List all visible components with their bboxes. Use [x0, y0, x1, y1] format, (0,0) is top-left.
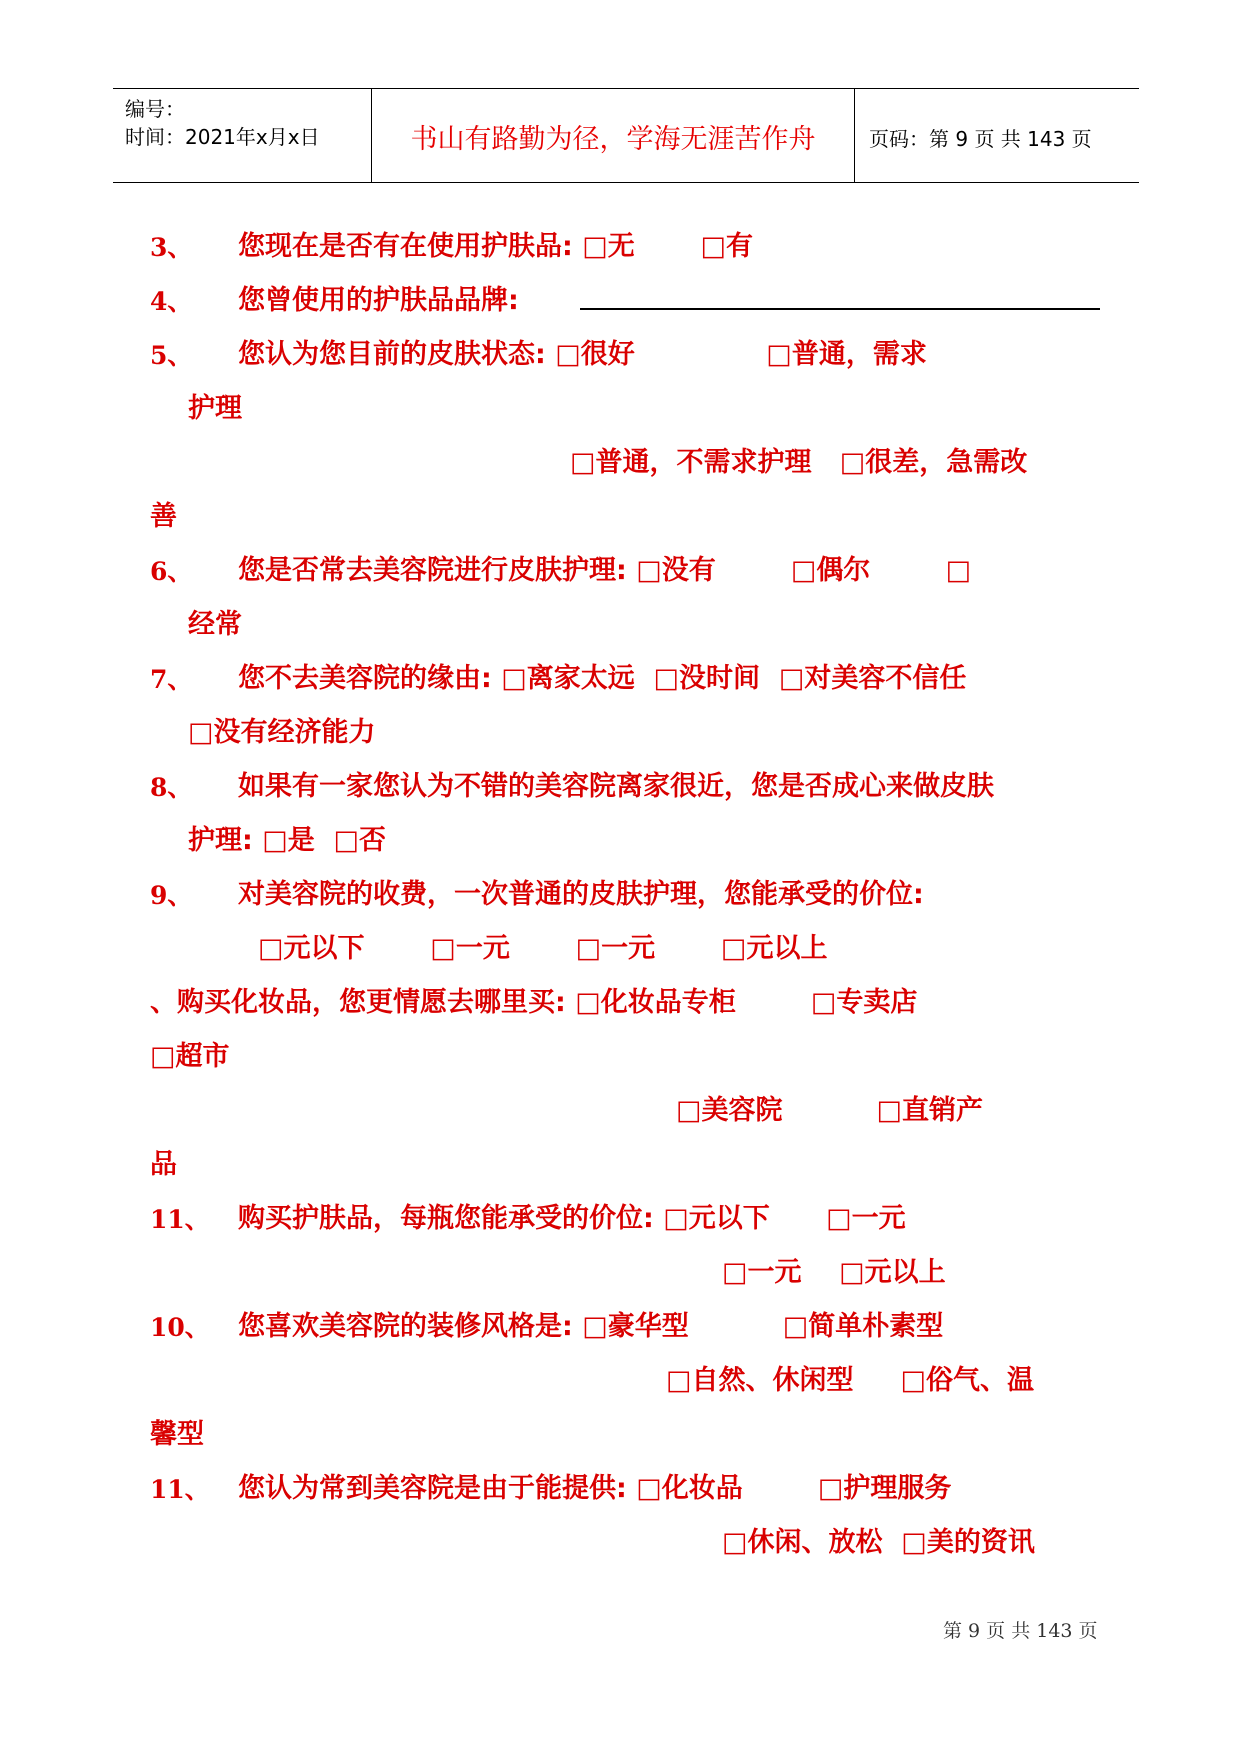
question-number: 5、: [150, 341, 193, 370]
document-number-label: 编号：: [125, 97, 185, 121]
question-options: □休闲、放松 □美的资讯: [722, 1527, 1035, 1558]
question-options: □元以下 □一元 □一元 □元以上: [258, 933, 828, 964]
question-continuation: 善: [150, 501, 177, 532]
document-header: [113, 88, 1139, 183]
question-number: 3、: [150, 233, 193, 262]
header-left-cell: [113, 89, 371, 182]
question-number: 4、: [150, 287, 193, 316]
question-line: 如果有一家您认为不错的美容院离家很近，您是否成心来做皮肤: [238, 771, 994, 802]
question-line: 、购买化妆品，您更情愿去哪里买: □化妆品专柜 □专卖店: [150, 987, 918, 1018]
question-number: 7、: [150, 665, 193, 694]
header-right-cell: [855, 89, 1139, 182]
question-line: 您不去美容院的缘由: □离家太远 □没时间 □对美容不信任: [238, 663, 967, 694]
question-line: 您曾使用的护肤品品牌:: [238, 285, 519, 316]
question-continuation: 经常: [188, 609, 242, 640]
question-number: 6、: [150, 557, 193, 586]
question-line: 购买护肤品，每瓶您能承受的价位: □元以下 □一元: [238, 1203, 906, 1234]
question-number: 8、: [150, 773, 193, 802]
question-number: 11、: [150, 1205, 210, 1234]
question-number: 10、: [150, 1313, 210, 1342]
question-line: 您喜欢美容院的装修风格是: □豪华型 □简单朴素型: [238, 1311, 944, 1342]
question-continuation: 品: [150, 1149, 177, 1180]
page-footer: 第 9 页 共 143 页: [943, 1620, 1098, 1642]
question-line: 您现在是否有在使用护肤品: □无 □有: [238, 231, 754, 262]
question-continuation: 馨型: [150, 1419, 204, 1450]
question-line: 您是否常去美容院进行皮肤护理: □没有 □偶尔 □: [238, 555, 972, 586]
question-options: □普通，不需求护理 □很差，急需改: [570, 447, 1028, 478]
question-number: 9、: [150, 881, 193, 910]
question-options: □自然、休闲型 □俗气、温: [666, 1365, 1035, 1396]
question-continuation: □超市: [150, 1041, 230, 1072]
question-line: 对美容院的收费，一次普通的皮肤护理，您能承受的价位:: [238, 879, 924, 910]
question-continuation: 护理: [188, 393, 242, 424]
question-continuation: □没有经济能力: [188, 717, 376, 748]
motto-text: 书山有路勤为径，学海无涯苦作舟: [410, 124, 816, 155]
question-continuation: 护理: □是 □否: [188, 825, 387, 856]
question-line: 您认为您目前的皮肤状态: □很好 □普通，需求: [238, 339, 927, 370]
page-info: 页码：第 9 页 共 143 页: [869, 127, 1092, 151]
brand-answer-blank[interactable]: [580, 308, 1100, 310]
document-time-label: 时间：2021年x月x日: [125, 125, 320, 149]
question-line: 您认为常到美容院是由于能提供: □化妆品 □护理服务: [238, 1473, 952, 1504]
question-options: □美容院 □直销产: [676, 1095, 984, 1126]
header-motto-cell: [371, 89, 855, 182]
question-options: □一元 □元以上: [722, 1257, 946, 1288]
question-number: 11、: [150, 1475, 210, 1504]
